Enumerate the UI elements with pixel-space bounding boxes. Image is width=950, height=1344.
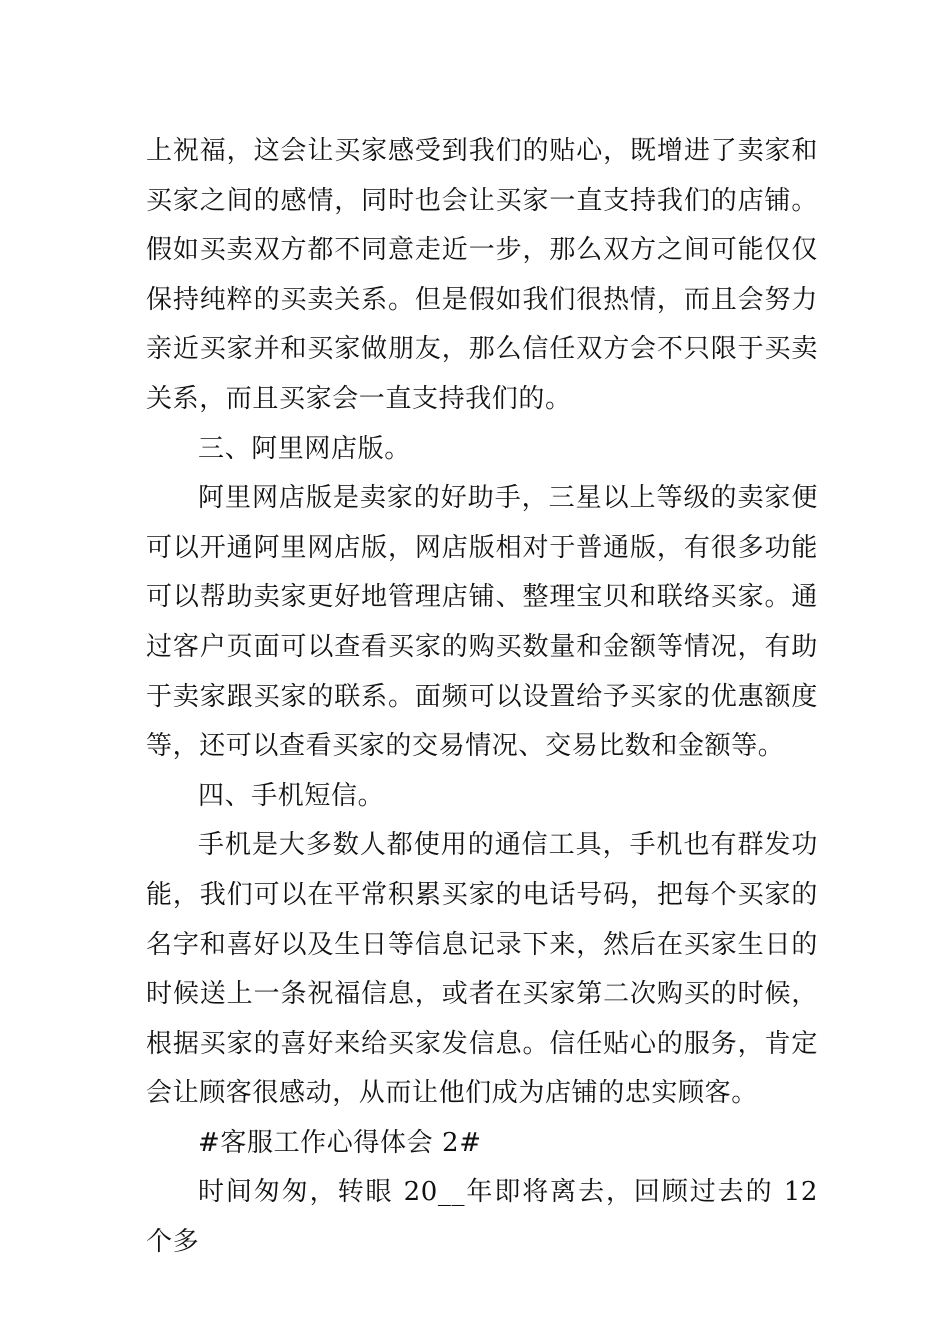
paragraph-continuation: 上祝福，这会让买家感受到我们的贴心，既增进了卖家和买家之间的感情，同时也会让买家一直支持我们的店铺。假如买卖双方都不同意走近一步，那么双方之间可能仅仅保持纯粹的买卖关系。但是假如我们很热情，而且会努力亲近买家并和买家做朋友，那么信任双方会不只限于买卖关系，而且买家会一直支持我们的。 xyxy=(146,136,818,414)
document-body xyxy=(146,127,818,1268)
paragraph-ali-shop: 阿里网店版是卖家的好助手，三星以上等级的卖家便可以开通阿里网店版，网店版相对于普通版，有很多功能可以帮助卖家更好地管理店铺、整理宝贝和联络买家。通过客户页面可以查看买家的购买数量和金额等情况，有助于卖家跟买家的联系。面频可以设置给予买家的优惠额度等，还可以查看买家的交易情况、交易比数和金额等。 xyxy=(146,483,818,762)
paragraph-sms: 手机是大多数人都使用的通信工具，手机也有群发功能，我们可以在平常积累买家的电话号码，把每个买家的名字和喜好以及生日等信息记录下来，然后在买家生日的时候送上一条祝福信息，或者在买家第二次购买的时候，根据买家的喜好来给买家发信息。信任贴心的服务，肯定会让顾客很感动，从而让他们成为店铺的忠实顾客。 xyxy=(146,830,818,1109)
section-heading-sms: 四、手机短信。 xyxy=(198,780,385,811)
paragraph-review-intro: 时间匆匆，转眼 20__年即将离去，回顾过去的 12 个多 xyxy=(146,1177,818,1258)
article-heading-part-2: #客服工作心得体会 2# xyxy=(198,1127,482,1158)
section-heading-ali-shop: 三、阿里网店版。 xyxy=(198,433,411,464)
